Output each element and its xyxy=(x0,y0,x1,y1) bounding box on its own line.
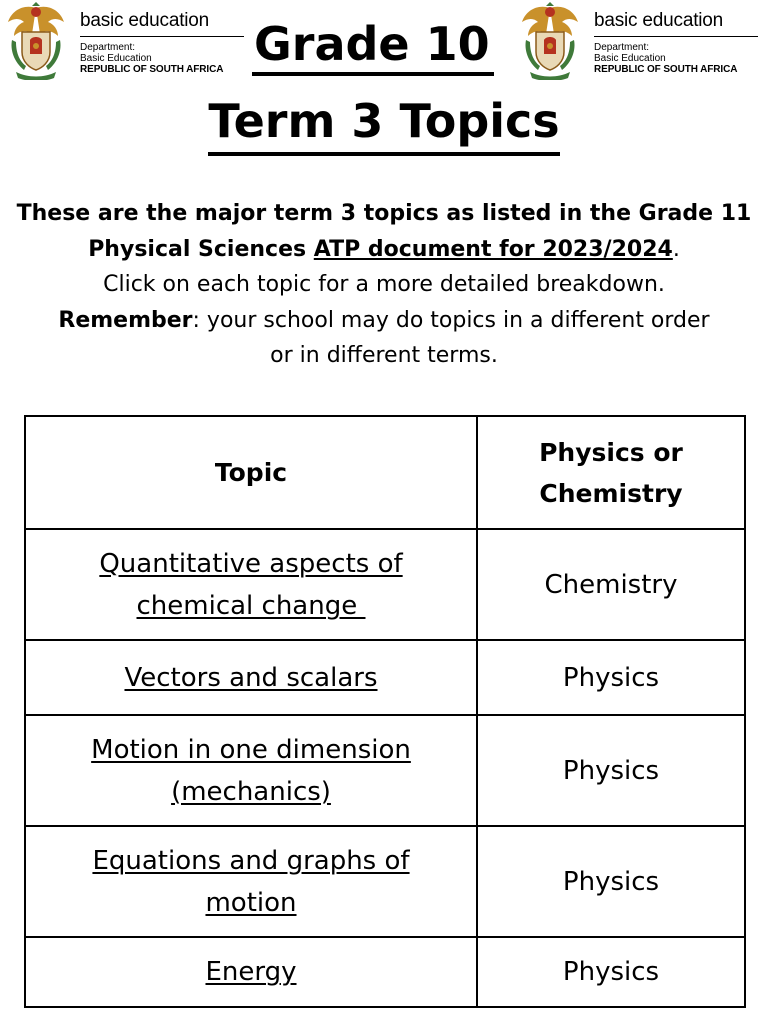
coat-of-arms-icon xyxy=(518,2,582,80)
header-subject xyxy=(477,416,745,529)
topic-line2: (mechanics) xyxy=(171,776,331,807)
coat-of-arms-icon xyxy=(4,2,68,80)
logo-brand-text: basic education xyxy=(594,10,758,37)
subject-cell: Physics xyxy=(477,640,745,715)
topic-cell xyxy=(25,529,477,640)
atp-document-link[interactable]: ATP document for 2023/2024 xyxy=(313,236,673,262)
intro-paragraph xyxy=(0,196,768,374)
grade-title-text: Grade 10 xyxy=(252,16,494,76)
header-subject-line2: Chemistry xyxy=(539,478,683,508)
topic-link-equations-graphs[interactable] xyxy=(92,846,409,918)
remember-label: Remember xyxy=(58,307,193,333)
subject-cell: Chemistry xyxy=(477,529,745,640)
subject-cell: Physics xyxy=(477,826,745,937)
topic-line1: Equations and graphs of xyxy=(92,845,410,876)
intro-line-2-prefix: Physical Sciences xyxy=(88,236,314,262)
term-title xyxy=(0,92,768,156)
topic-cell xyxy=(25,715,477,826)
table-row xyxy=(25,640,745,715)
intro-line-1-text: These are the major term 3 topics as listed in the Grade 11 xyxy=(16,201,752,226)
topics-table xyxy=(24,415,746,1008)
logo-dept-line2: Basic Education xyxy=(80,53,152,64)
intro-line-4 xyxy=(0,303,768,339)
logo-country: REPUBLIC OF SOUTH AFRICA xyxy=(594,64,738,75)
topic-line2: motion xyxy=(205,887,297,918)
dbe-logo-text xyxy=(80,10,244,75)
table-row xyxy=(25,826,745,937)
logo-brand-text: basic education xyxy=(80,10,244,37)
logo-country: REPUBLIC OF SOUTH AFRICA xyxy=(80,64,224,75)
table-row xyxy=(25,715,745,826)
topic-line2: chemical change xyxy=(136,590,366,621)
topic-link-vectors-scalars[interactable]: Vectors and scalars xyxy=(124,662,378,693)
dbe-logo-left xyxy=(4,0,244,82)
intro-line-2-suffix: . xyxy=(672,236,680,262)
table-row xyxy=(25,937,745,1007)
topic-cell xyxy=(25,826,477,937)
subject-cell: Physics xyxy=(477,715,745,826)
table-row xyxy=(25,529,745,640)
intro-line-1 xyxy=(0,196,768,232)
intro-line-5: or in different terms. xyxy=(270,343,498,368)
topic-cell xyxy=(25,937,477,1007)
dbe-logo-text xyxy=(594,10,758,75)
logo-dept-line2: Basic Education xyxy=(594,53,666,64)
subject-cell: Physics xyxy=(477,937,745,1007)
intro-line-3: Click on each topic for a more detailed breakdown. xyxy=(103,272,665,297)
header-subject-line1: Physics or xyxy=(539,437,683,467)
intro-line-4-rest: : your school may do topics in a different order xyxy=(192,307,710,333)
logo-dept-line1: Department: xyxy=(594,42,650,53)
grade-title xyxy=(252,16,516,76)
topic-cell xyxy=(25,640,477,715)
topic-line1: Motion in one dimension xyxy=(91,734,411,765)
term-title-text: Term 3 Topics xyxy=(208,92,559,156)
topic-link-motion-one-dimension[interactable] xyxy=(91,735,411,807)
topic-link-quantitative-aspects[interactable] xyxy=(99,549,402,621)
logo-dept-line1: Department: xyxy=(80,42,136,53)
header-topic: Topic xyxy=(25,416,477,529)
topic-link-energy[interactable]: Energy xyxy=(205,957,297,987)
topic-line1: Quantitative aspects of xyxy=(99,548,403,579)
table-header-row xyxy=(25,416,745,529)
intro-line-2 xyxy=(0,232,768,268)
dbe-logo-right xyxy=(518,0,758,82)
